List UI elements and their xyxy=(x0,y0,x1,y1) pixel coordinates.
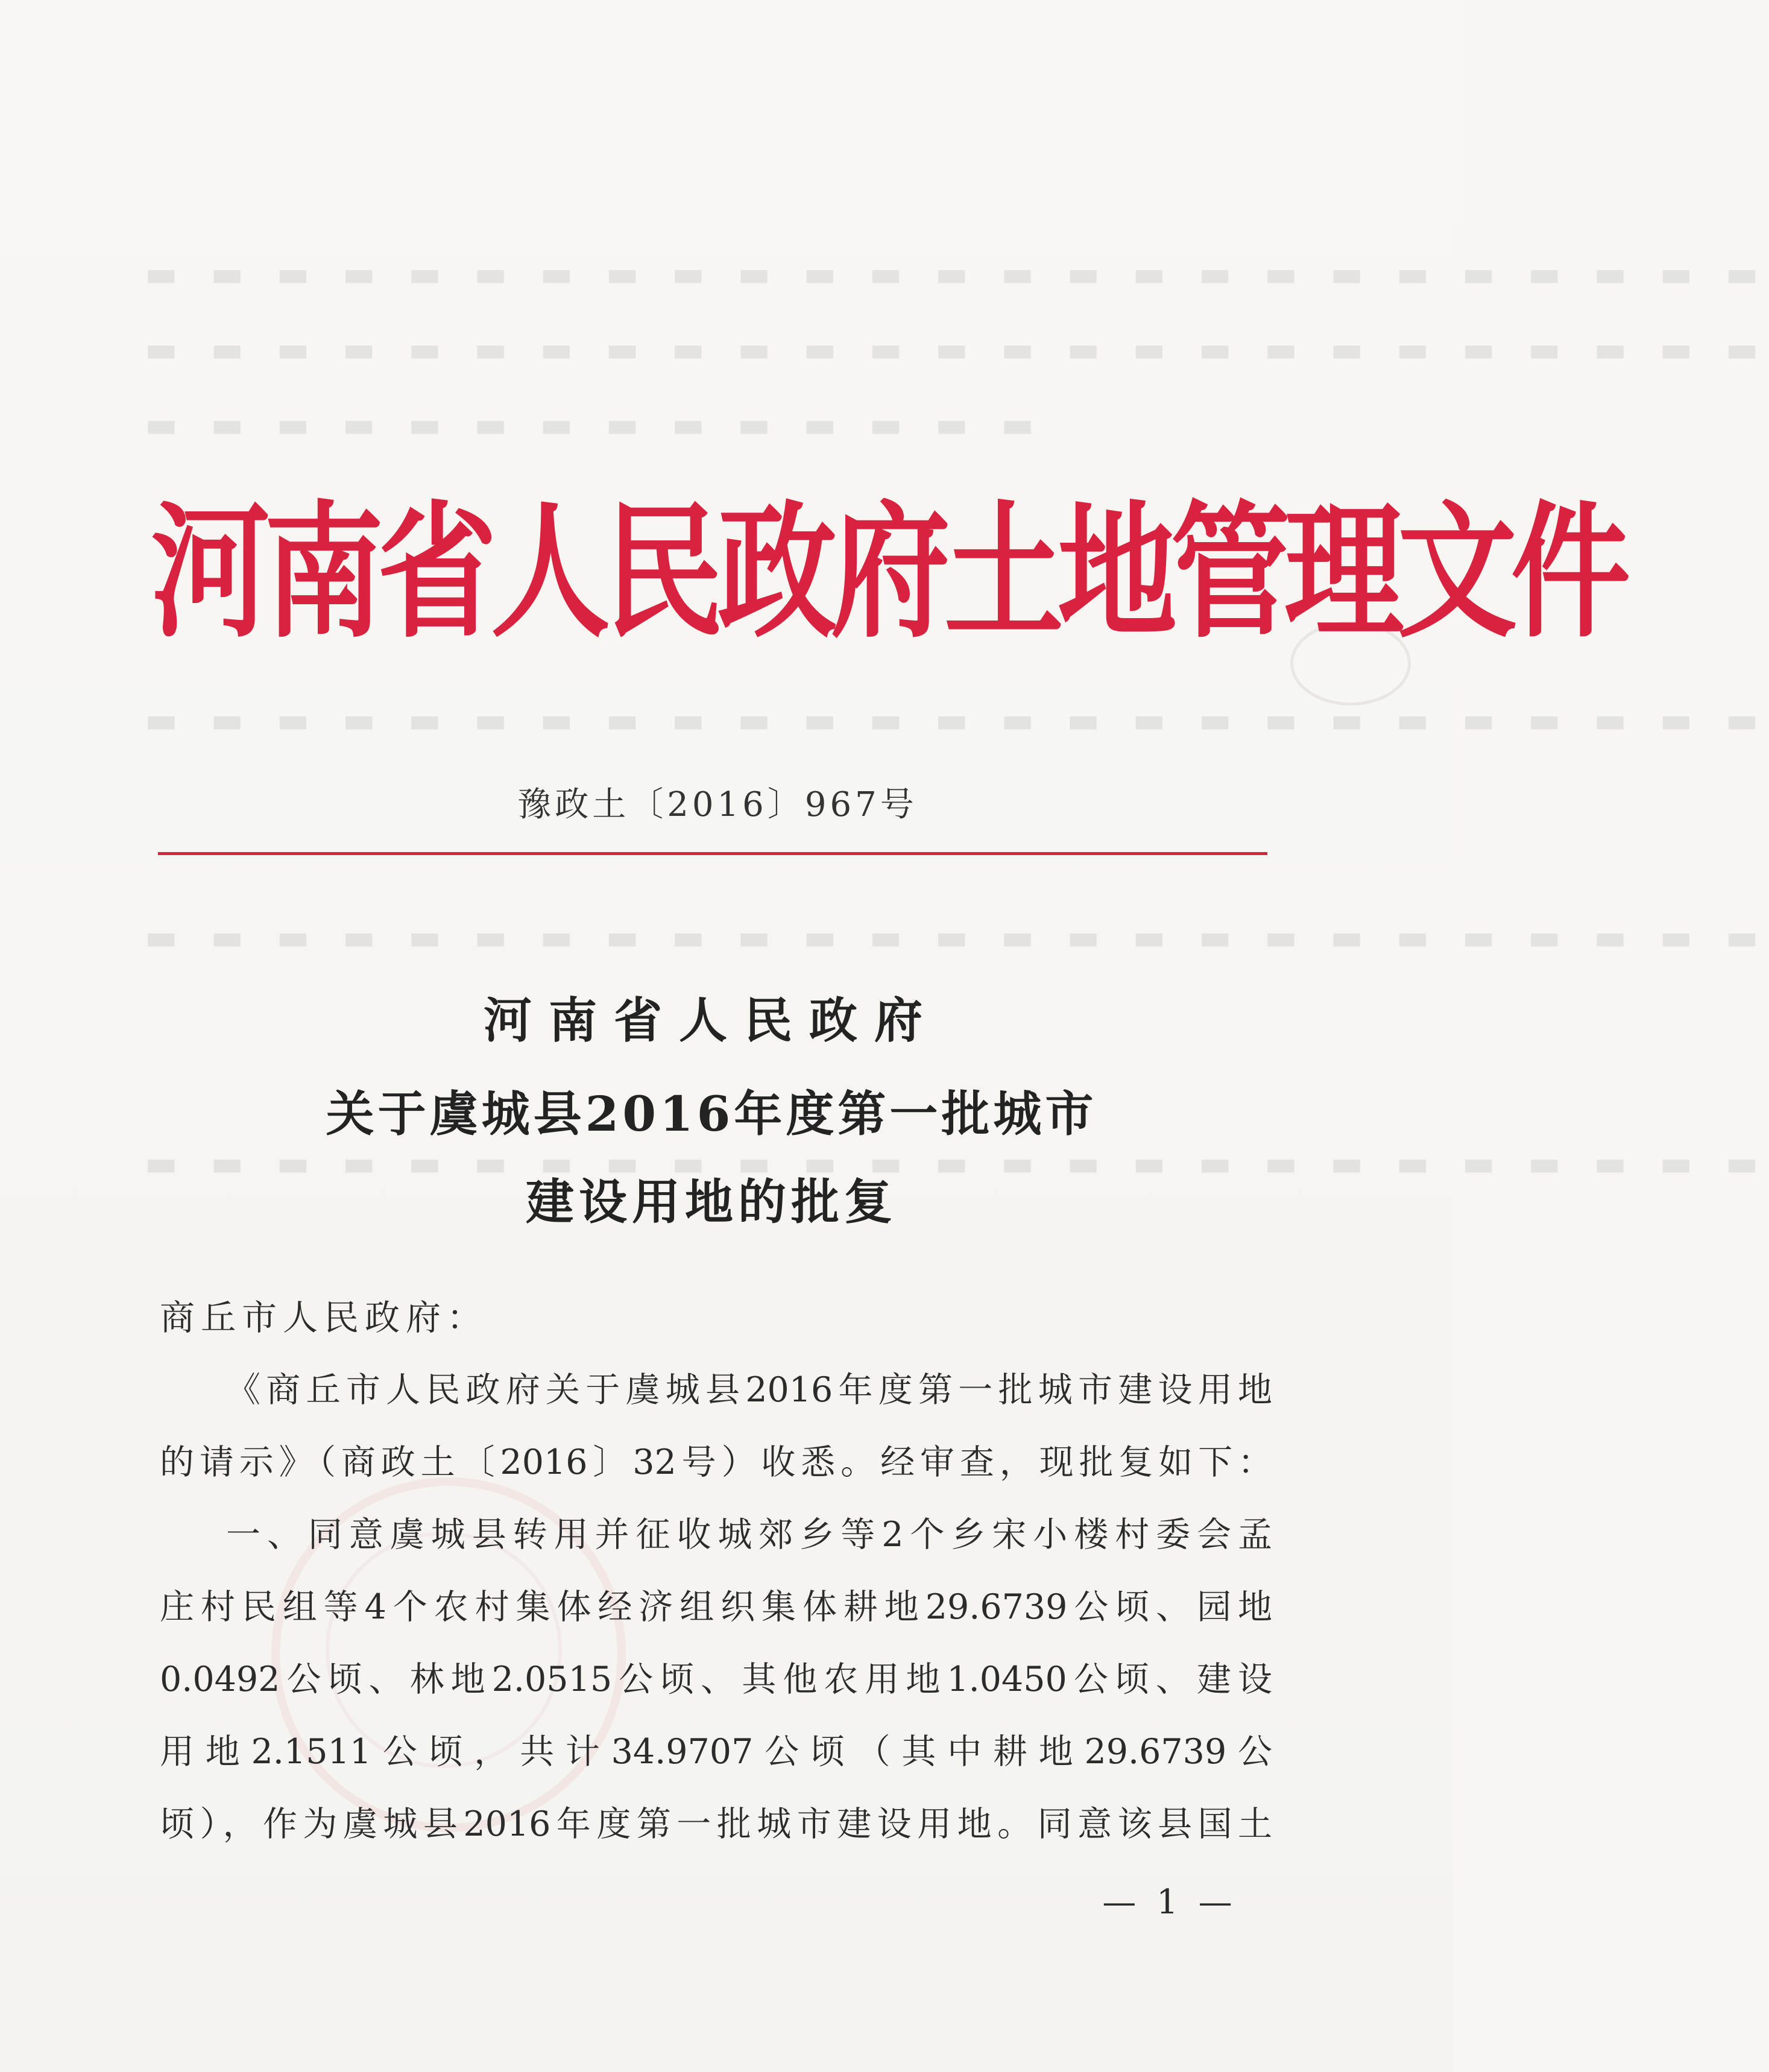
bleed-through-line: ▬ ▬ ▬ ▬ ▬ ▬ ▬ ▬ ▬ ▬ ▬ ▬ ▬ ▬ ▬ ▬ ▬ ▬ ▬ ▬ ▬ ▬ ▬ ▬ ▬ xyxy=(145,253,1769,294)
bleed-through-line: ▬ ▬ ▬ ▬ ▬ ▬ ▬ ▬ ▬ ▬ ▬ ▬ ▬ ▬ xyxy=(145,404,1045,445)
bleed-through-line: ▬ ▬ ▬ ▬ ▬ ▬ ▬ ▬ ▬ ▬ ▬ ▬ ▬ ▬ ▬ ▬ ▬ ▬ ▬ ▬ ▬ ▬ ▬ ▬ ▬ xyxy=(145,917,1769,958)
bleed-through-line: ▬ ▬ ▬ ▬ ▬ ▬ ▬ ▬ ▬ ▬ ▬ ▬ ▬ ▬ ▬ ▬ ▬ ▬ ▬ ▬ ▬ ▬ ▬ ▬ ▬ xyxy=(145,1143,1769,1184)
red-separator-line xyxy=(158,852,1267,855)
body-line: 《商丘市人民政府关于虞城县2016年度第一批城市建设用地 xyxy=(226,1370,1272,1410)
document-title-line-1: 河南省人民政府 xyxy=(484,992,939,1049)
body-line: 庄村民组等4个农村集体经济组织集体耕地29.6739公顷、园地 xyxy=(160,1587,1272,1627)
document-title-line-2: 关于虞城县2016年度第一批城市 xyxy=(326,1085,1097,1142)
addressee: 商丘市人民政府： xyxy=(160,1297,488,1338)
document-title-line-3: 建设用地的批复 xyxy=(526,1173,897,1230)
body-line: 用地2.1511公顷，共计34.9707公顷（其中耕地29.6739公 xyxy=(160,1732,1272,1772)
document-number: 豫政土〔2016〕967号 xyxy=(517,785,918,824)
document-header-title: 河南省人民政府土地管理文件 xyxy=(151,487,1624,658)
body-line: 的请示》（商政土〔2016〕32号）收悉。经审查，现批复如下： xyxy=(160,1442,1272,1482)
body-line: 顷），作为虞城县2016年度第一批城市建设用地。同意该县国土 xyxy=(160,1804,1272,1844)
body-line: 一、同意虞城县转用并征收城郊乡等2个乡宋小楼村委会孟 xyxy=(226,1515,1272,1555)
page-number: — 1 — xyxy=(1102,1883,1237,1922)
body-line: 0.0492公顷、林地2.0515公顷、其他农用地1.0450公顷、建设 xyxy=(160,1660,1272,1699)
bleed-through-line: ▬ ▬ ▬ ▬ ▬ ▬ ▬ ▬ ▬ ▬ ▬ ▬ ▬ ▬ ▬ ▬ ▬ ▬ ▬ ▬ ▬ ▬ ▬ ▬ ▬ xyxy=(145,329,1769,370)
bleed-through-line: ▬ ▬ ▬ ▬ ▬ ▬ ▬ ▬ ▬ ▬ ▬ ▬ ▬ ▬ ▬ ▬ ▬ ▬ ▬ ▬ ▬ ▬ ▬ ▬ ▬ xyxy=(145,700,1769,741)
